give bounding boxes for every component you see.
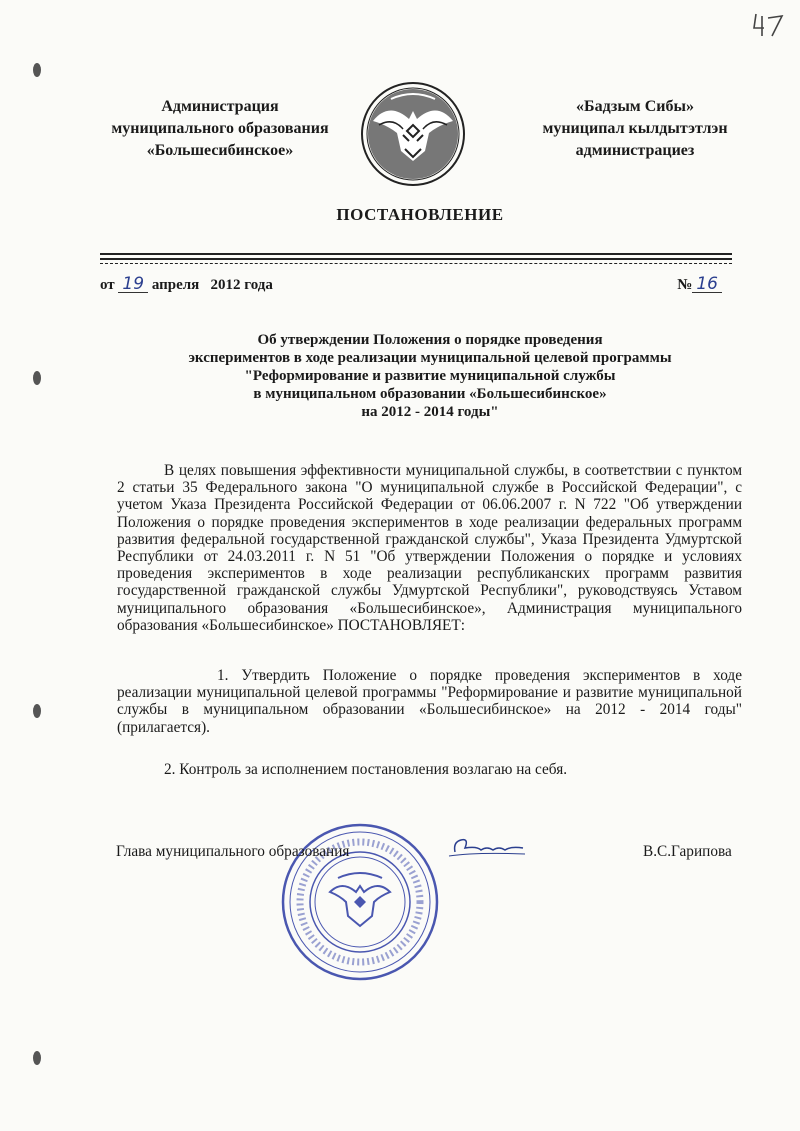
handwritten-signature bbox=[447, 832, 527, 862]
date-line bbox=[100, 276, 740, 296]
subject-line: в муниципальном образовании «Большесибинское» bbox=[253, 386, 607, 402]
header-right-block bbox=[505, 96, 765, 162]
subject-line: на 2012 - 2014 годы" bbox=[361, 404, 499, 420]
punch-hole bbox=[32, 370, 42, 386]
punch-hole bbox=[32, 1050, 42, 1066]
body-paragraph-item-1: 1. Утвердить Положение о порядке проведения экспериментов в ходе реализации муниципальной целевой программы "Реформирование и развитие муниципальной службы в муниципальном образовании «Большесибинское» на 2012 - 2014 годы" (прилагается). bbox=[117, 667, 742, 736]
handwritten-page-number bbox=[752, 10, 788, 40]
date-prefix: от bbox=[100, 277, 115, 293]
signatory-name: В.С.Гарипова bbox=[643, 843, 732, 860]
subject-line: Об утверждении Положения о порядке проведения bbox=[257, 332, 603, 348]
number-handwritten: 16 bbox=[692, 276, 722, 293]
header-left-block bbox=[80, 96, 360, 162]
header-left-line: Администрация bbox=[161, 98, 279, 115]
body-paragraph-preamble: В целях повышения эффективности муниципальной службы, в соответствии с пунктом 2 статьи 35 Федерального закона "О муниципальной службе в Российской Федерации", с учетом Указа Президента Российской Федерации от 06.06.2007 г. N 722 "Об утверждении Положения о порядке проведения экспериментов в ходе реализации федеральных программ развития федеральной государственной гражданской службы", Указа Президента Удмуртской Республики от 24.03.2011 г. N 51 "Об утверждении Положения о порядке и условиях проведения экспериментов в ходе реализации республиканских программ развития государственной гражданской службы Удмуртской Республики", руководствуясь Уставом муниципального образования «Большесибинское», Администрация муниципального образования «Большесибинское» ПОСТАНОВЛЯЕТ: bbox=[117, 462, 742, 634]
coat-of-arms-emblem bbox=[359, 81, 467, 187]
date-month-year: апреля 2012 года bbox=[151, 277, 273, 293]
body-paragraph-item-2: 2. Контроль за исполнением постановления возлагаю на себя. bbox=[164, 761, 568, 778]
header-right-line: администрациез bbox=[575, 142, 695, 159]
header-left-line: муниципального образования bbox=[111, 120, 329, 137]
document-number bbox=[677, 276, 722, 294]
document-type-title: ПОСТАНОВЛЕНИЕ bbox=[336, 205, 504, 224]
number-prefix: № bbox=[677, 277, 693, 293]
punch-hole bbox=[32, 62, 42, 78]
header-right-line: муниципал кылдытэтлэн bbox=[542, 120, 728, 137]
divider-line bbox=[100, 253, 732, 255]
header-left-line: «Большесибинское» bbox=[146, 142, 294, 159]
divider-line bbox=[100, 263, 732, 265]
date-day-handwritten: 19 bbox=[118, 276, 148, 293]
subject-line: "Реформирование и развитие муниципальной службы bbox=[244, 368, 616, 384]
divider-line bbox=[100, 258, 732, 260]
signatory-title: Глава муниципального образования bbox=[116, 843, 350, 860]
document-subject bbox=[140, 331, 720, 421]
header-right-line: «Бадзым Сибы» bbox=[576, 98, 694, 115]
punch-hole bbox=[32, 703, 42, 719]
subject-line: экспериментов в ходе реализации муниципальной целевой программы bbox=[188, 350, 672, 366]
